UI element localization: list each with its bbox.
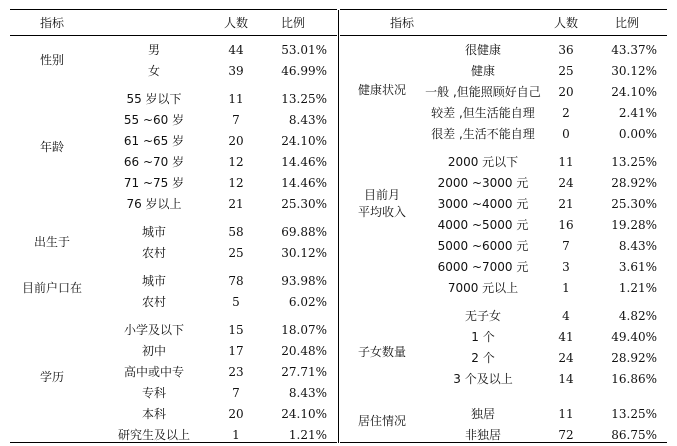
left-row-11-count: 5	[232, 295, 240, 309]
left-row-15-count: 7	[232, 386, 240, 400]
left-row-17-item: 研究生及以上	[117, 428, 191, 442]
left-row-6-ratio: 14.46%	[281, 176, 327, 190]
right-row-0-ratio: 43.37%	[611, 43, 657, 57]
left-row-15-item: 专科	[141, 386, 167, 400]
left-row-12-item: 小学及以下	[123, 323, 185, 337]
left-row-8-count: 58	[228, 225, 244, 239]
left-row-14-item: 高中或中专	[123, 365, 185, 379]
right-row-3-item: 较差 ,但生活能自理	[431, 106, 535, 120]
left-row-0-count: 44	[228, 43, 244, 57]
left-table-body	[10, 36, 337, 442]
right-row-17-ratio: 86.75%	[611, 428, 657, 442]
right-row-16-count: 11	[558, 407, 574, 421]
right-row-8-item: 4000 ~5000 元	[437, 218, 529, 232]
left-row-3-ratio: 8.43%	[288, 113, 327, 127]
right-row-5-item: 2000 元以下	[447, 155, 519, 169]
right-header-indicator: 指标	[389, 16, 415, 30]
left-row-7-count: 21	[228, 197, 244, 211]
category-living: 居住情况	[357, 414, 407, 428]
table-divider	[338, 10, 339, 443]
left-row-8-item: 城市	[141, 225, 167, 239]
right-row-1-item: 健康	[470, 64, 496, 78]
left-row-13-count: 17	[228, 344, 244, 358]
left-row-7-ratio: 25.30%	[281, 197, 327, 211]
left-row-11-ratio: 6.02%	[288, 295, 327, 309]
right-table-header	[340, 10, 667, 36]
right-row-14-count: 24	[558, 351, 574, 365]
left-row-4-ratio: 24.10%	[281, 134, 327, 148]
left-row-9-item: 农村	[141, 246, 167, 260]
right-table-body	[340, 36, 667, 442]
right-row-13-ratio: 49.40%	[611, 330, 657, 344]
left-table-header	[10, 10, 337, 36]
left-row-7-item: 76 岁以上	[126, 197, 182, 211]
right-row-3-count: 2	[562, 106, 570, 120]
left-row-17-ratio: 1.21%	[288, 428, 327, 442]
right-row-2-count: 20	[558, 85, 574, 99]
right-row-17-count: 72	[558, 428, 574, 442]
left-row-17-count: 1	[232, 428, 240, 442]
right-row-3-ratio: 2.41%	[618, 106, 657, 120]
left-row-0-ratio: 53.01%	[281, 43, 327, 57]
category-income	[358, 187, 406, 221]
left-row-13-item: 初中	[141, 344, 167, 358]
left-row-0-item: 男	[147, 43, 161, 57]
right-row-14-ratio: 28.92%	[611, 351, 657, 365]
right-header-ratio: 比例	[614, 16, 640, 30]
right-row-16-ratio: 13.25%	[611, 407, 657, 421]
left-row-12-count: 15	[228, 323, 244, 337]
category-age: 年龄	[39, 140, 65, 154]
right-row-8-ratio: 19.28%	[611, 218, 657, 232]
left-header-count: 人数	[223, 16, 249, 30]
left-row-13-ratio: 20.48%	[281, 344, 327, 358]
left-row-1-item: 女	[147, 64, 161, 78]
right-row-13-count: 41	[558, 330, 574, 344]
left-row-1-count: 39	[228, 64, 244, 78]
right-row-15-ratio: 16.86%	[611, 372, 657, 386]
category-income-line2: 平均收入	[357, 205, 407, 219]
left-row-11-item: 农村	[141, 295, 167, 309]
right-row-12-count: 4	[562, 309, 570, 323]
right-row-12-item: 无子女	[464, 309, 502, 323]
right-row-6-ratio: 28.92%	[611, 176, 657, 190]
right-row-17-item: 非独居	[464, 428, 502, 442]
right-row-11-item: 7000 元以上	[447, 281, 519, 295]
left-table	[10, 9, 337, 443]
left-row-16-item: 本科	[141, 407, 167, 421]
right-row-0-count: 36	[558, 43, 574, 57]
right-row-5-ratio: 13.25%	[611, 155, 657, 169]
left-row-5-item: 66 ~70 岁	[123, 155, 185, 169]
category-gender: 性别	[39, 53, 65, 67]
right-row-2-ratio: 24.10%	[611, 85, 657, 99]
left-row-10-item: 城市	[141, 274, 167, 288]
right-header-count: 人数	[553, 16, 579, 30]
left-row-4-item: 61 ~65 岁	[123, 134, 185, 148]
left-row-2-ratio: 13.25%	[281, 92, 327, 106]
right-row-15-item: 3 个及以上	[453, 372, 513, 386]
category-health: 健康状况	[357, 83, 407, 97]
left-row-9-ratio: 30.12%	[281, 246, 327, 260]
right-row-10-item: 6000 ~7000 元	[437, 260, 529, 274]
left-row-3-item: 55 ~60 岁	[123, 113, 185, 127]
left-row-2-count: 11	[228, 92, 244, 106]
left-row-10-ratio: 93.98%	[281, 274, 327, 288]
left-row-14-ratio: 27.71%	[281, 365, 327, 379]
right-row-7-item: 3000 ~4000 元	[437, 197, 529, 211]
right-row-1-count: 25	[558, 64, 574, 78]
category-education: 学历	[39, 370, 65, 384]
category-hukou: 目前户口在	[21, 281, 83, 295]
left-row-10-count: 78	[228, 274, 244, 288]
left-row-6-count: 12	[228, 176, 244, 190]
right-table	[340, 9, 667, 443]
category-birthplace: 出生于	[33, 235, 71, 249]
right-row-10-ratio: 3.61%	[618, 260, 657, 274]
right-row-15-count: 14	[558, 372, 574, 386]
right-row-4-ratio: 0.00%	[618, 127, 657, 141]
right-row-6-item: 2000 ~3000 元	[437, 176, 529, 190]
right-row-9-item: 5000 ~6000 元	[437, 239, 529, 253]
left-row-16-ratio: 24.10%	[281, 407, 327, 421]
left-row-1-ratio: 46.99%	[281, 64, 327, 78]
right-row-11-count: 1	[562, 281, 570, 295]
right-row-8-count: 16	[558, 218, 574, 232]
category-income-line1: 目前月	[363, 188, 401, 202]
left-row-6-item: 71 ~75 岁	[123, 176, 185, 190]
left-header-ratio: 比例	[280, 16, 306, 30]
right-row-4-count: 0	[562, 127, 570, 141]
left-row-14-count: 23	[228, 365, 244, 379]
left-header-indicator: 指标	[39, 16, 65, 30]
left-row-15-ratio: 8.43%	[288, 386, 327, 400]
right-row-6-count: 24	[558, 176, 574, 190]
right-row-12-ratio: 4.82%	[618, 309, 657, 323]
right-row-16-item: 独居	[470, 407, 496, 421]
left-row-5-count: 12	[228, 155, 244, 169]
right-row-0-item: 很健康	[464, 43, 502, 57]
right-row-14-item: 2 个	[471, 351, 495, 365]
right-row-11-ratio: 1.21%	[618, 281, 657, 295]
left-row-9-count: 25	[228, 246, 244, 260]
left-row-3-count: 7	[232, 113, 240, 127]
left-row-5-ratio: 14.46%	[281, 155, 327, 169]
right-row-2-item: 一般 ,但能照顾好自己	[425, 85, 541, 99]
category-children: 子女数量	[357, 345, 407, 359]
right-row-9-count: 7	[562, 239, 570, 253]
right-row-9-ratio: 8.43%	[618, 239, 657, 253]
left-row-16-count: 20	[228, 407, 244, 421]
left-row-8-ratio: 69.88%	[281, 225, 327, 239]
right-row-7-count: 21	[558, 197, 574, 211]
right-row-5-count: 11	[558, 155, 574, 169]
right-row-7-ratio: 25.30%	[611, 197, 657, 211]
right-row-4-item: 很差 ,生活不能自理	[431, 127, 535, 141]
right-row-10-count: 3	[562, 260, 570, 274]
left-row-4-count: 20	[228, 134, 244, 148]
left-row-12-ratio: 18.07%	[281, 323, 327, 337]
left-row-2-item: 55 岁以下	[126, 92, 182, 106]
right-row-1-ratio: 30.12%	[611, 64, 657, 78]
right-row-13-item: 1 个	[471, 330, 495, 344]
